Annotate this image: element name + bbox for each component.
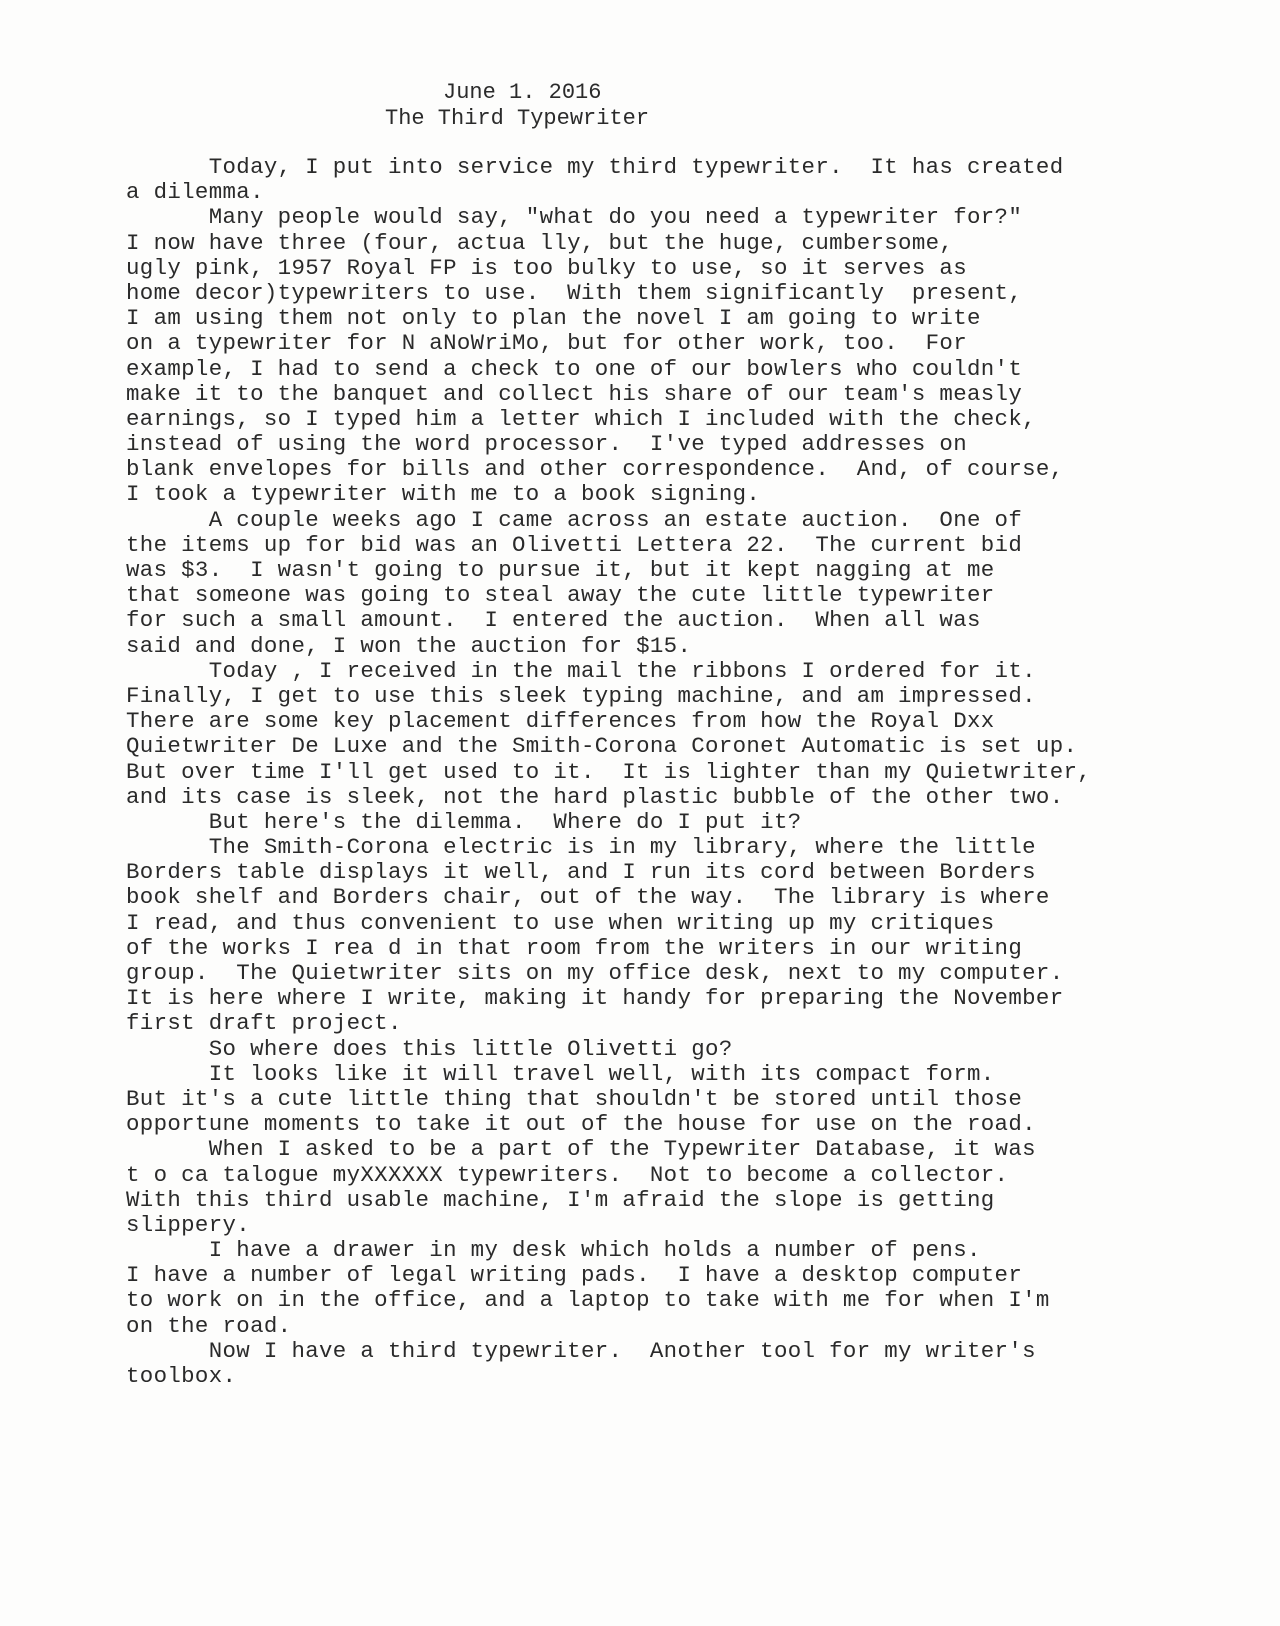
text-line: was $3. I wasn't going to pursue it, but it kept nagging at me [126, 557, 995, 583]
text-line: I am using them not only to plan the novel I am going to write [126, 305, 981, 332]
text-line: first draft project. [126, 1010, 402, 1037]
text-line: for such a small amount. I entered the auction. When all was [126, 607, 981, 634]
text-line: instead of using the word processor. I've typed addresses on [126, 431, 967, 458]
text-line: and its case is sleek, not the hard plastic bubble of the other two. [126, 783, 1064, 810]
text-line: So where does this little Olivetti go? [126, 1035, 733, 1062]
text-line: slippery. [126, 1211, 251, 1238]
text-line: I read, and thus convenient to use when writing up my critiques [126, 909, 995, 936]
text-line: Now I have a third typewriter. Another tool for my writer's [126, 1337, 1036, 1364]
text-line: There are some key placement differences from how the Royal Dxx [126, 708, 995, 735]
text-line: Today, I put into service my third typewriter. It has created [126, 154, 1064, 180]
text-line: But over time I'll get used to it. It is lighter than my Quietwriter, [126, 758, 1092, 785]
text-line: Quietwriter De Luxe and the Smith-Corona Coronet Automatic is set up. [126, 733, 1078, 760]
text-line: Today , I received in the mail the ribbons I ordered for it. [126, 657, 1036, 684]
document-title: The Third Typewriter [385, 106, 650, 131]
text-line: It is here where I write, making it handy for preparing the November [126, 985, 1064, 1012]
text-line: When I asked to be a part of the Typewriter Database, it was [126, 1136, 1036, 1163]
text-line: blank envelopes for bills and other correspondence. And, of course, [126, 456, 1064, 483]
text-line: book shelf and Borders chair, out of the way. The library is where [126, 884, 1050, 911]
text-line: I have a number of legal writing pads. I have a desktop computer [126, 1262, 1023, 1289]
text-line: opportune moments to take it out of the house for use on the road. [126, 1111, 1036, 1138]
text-line: make it to the banquet and collect his share of our team's measly [126, 380, 1023, 407]
text-line: I took a typewriter with me to a book signing. [126, 481, 761, 508]
text-line: A couple weeks ago I came across an estate auction. One of [126, 506, 1023, 533]
text-line: said and done, I won the auction for $15. [126, 632, 692, 659]
text-line: But it's a cute little thing that shouldn't be stored until those [126, 1085, 1023, 1112]
document-body [126, 155, 1256, 1389]
text-line: the items up for bid was an Olivetti Lettera 22. The current bid [126, 531, 1023, 558]
text-line: Finally, I get to use this sleek typing machine, and am impressed. [126, 682, 1036, 709]
text-line: The Smith-Corona electric is in my library, where the little [126, 834, 1036, 861]
text-line: t o ca talogue myXXXXXX typewriters. Not to become a collector. [126, 1161, 1009, 1188]
text-line: It looks like it will travel well, with its compact form. [126, 1060, 995, 1087]
text-line: But here's the dilemma. Where do I put it? [126, 808, 802, 835]
text-line: home decor)typewriters to use. With them significantly present, [126, 279, 1023, 306]
text-line: With this third usable machine, I'm afraid the slope is getting [126, 1186, 995, 1213]
text-line: I now have three (four, actua lly, but the huge, cumbersome, [126, 229, 954, 256]
text-line: earnings, so I typed him a letter which I included with the check, [126, 405, 1036, 432]
text-line: Borders table displays it well, and I run its cord between Borders [126, 859, 1036, 886]
text-line: to work on in the office, and a laptop to take with me for when I'm [126, 1287, 1050, 1314]
text-line: that someone was going to steal away the cute little typewriter [126, 582, 995, 609]
text-line: of the works I rea d in that room from the writers in our writing [126, 934, 1023, 961]
text-line: toolbox. [126, 1363, 237, 1389]
text-line: Many people would say, "what do you need a typewriter for?" [126, 204, 1023, 231]
text-line: ugly pink, 1957 Royal FP is too bulky to use, so it serves as [126, 254, 967, 281]
text-line: example, I had to send a check to one of our bowlers who couldn't [126, 355, 1023, 382]
text-line: on the road. [126, 1312, 292, 1339]
text-line: I have a drawer in my desk which holds a number of pens. [126, 1237, 981, 1264]
text-line: a dilemma. [126, 179, 264, 206]
text-line: on a typewriter for N aNoWriMo, but for other work, too. For [126, 330, 967, 357]
text-line: group. The Quietwriter sits on my office desk, next to my computer. [126, 960, 1064, 986]
document-date: June 1. 2016 [443, 80, 602, 105]
